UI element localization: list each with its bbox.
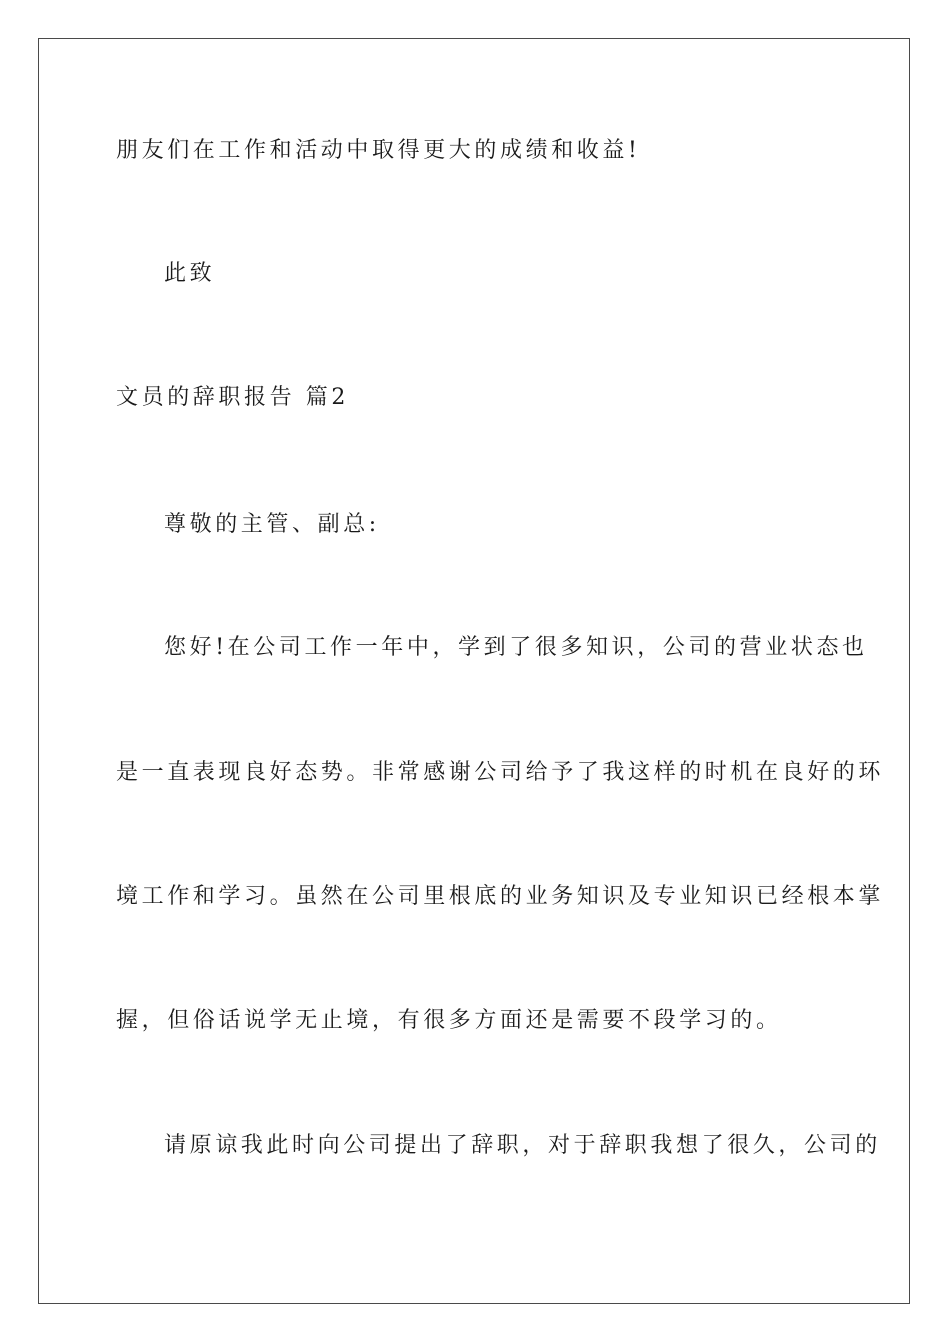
body-paragraph-line: 请原谅我此时向公司提出了辞职，对于辞职我想了很久，公司的 [164,1133,881,1158]
body-paragraph-line: 您好!在公司工作一年中，学到了很多知识，公司的营业状态也 [164,635,868,660]
section-heading: 文员的辞职报告 篇2 [116,385,349,410]
greeting-line: 尊敬的主管、副总: [164,512,380,537]
body-paragraph-line: 是一直表现良好态势。非常感谢公司给予了我这样的时机在良好的环 [116,760,885,785]
closing-paragraph-line: 朋友们在工作和活动中取得更大的成绩和收益! [116,138,641,163]
salutation-closing: 此致 [164,261,216,286]
page-border [38,38,910,1304]
body-paragraph-line: 境工作和学习。虽然在公司里根底的业务知识及专业知识已经根本掌 [116,884,885,909]
body-paragraph-line: 握，但俗话说学无止境，有很多方面还是需要不段学习的。 [116,1008,782,1033]
